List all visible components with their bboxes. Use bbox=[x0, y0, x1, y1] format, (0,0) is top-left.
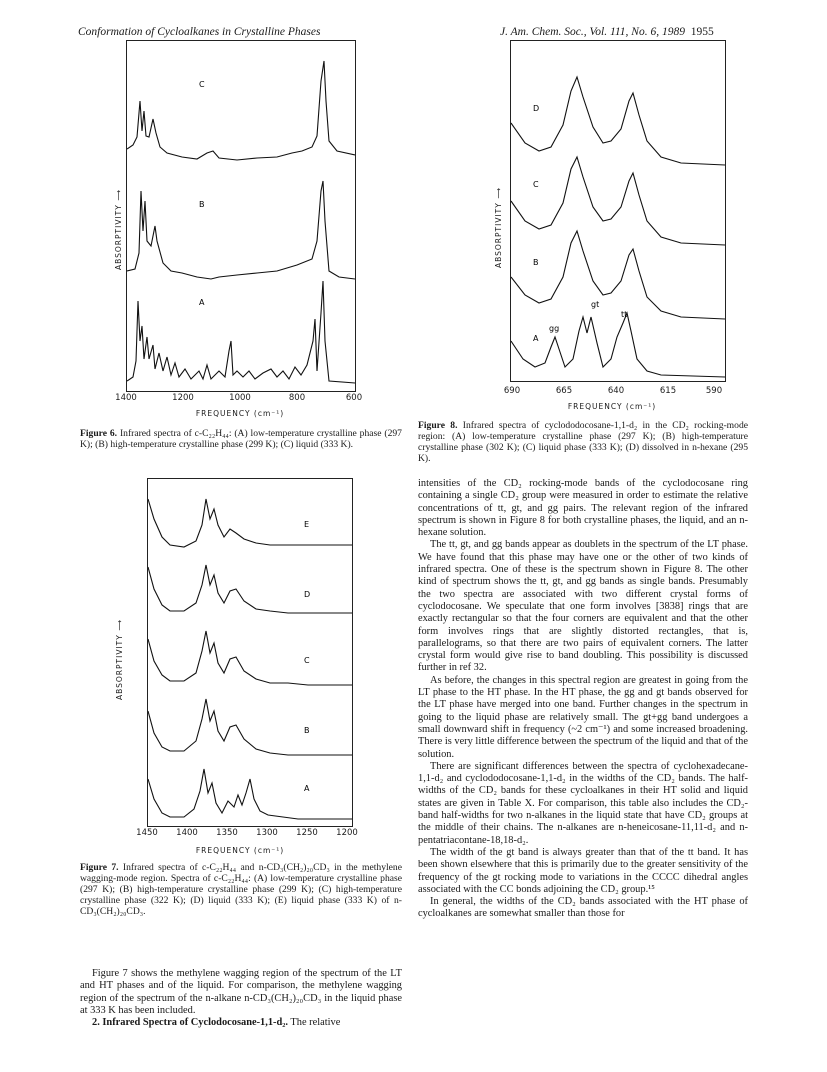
figure6-tick: 1000 bbox=[229, 393, 251, 403]
figure8-ylabel: ABSORPTIVITY ⟶ bbox=[494, 187, 503, 268]
running-header-right bbox=[500, 26, 714, 38]
figure8-curve-c bbox=[511, 157, 725, 245]
figure8-tick: 640 bbox=[607, 386, 625, 396]
figure7-tick: 1350 bbox=[216, 828, 238, 838]
figure8-tick: 690 bbox=[503, 386, 521, 396]
figure8-curve-label-b: B bbox=[533, 258, 539, 267]
figure8-tick: 665 bbox=[555, 386, 573, 396]
figure7-curve-label-b: B bbox=[304, 726, 310, 735]
figure8-panel bbox=[510, 40, 726, 382]
figure8-curve-a bbox=[511, 313, 725, 377]
figure6-xticks bbox=[115, 393, 363, 405]
figure7-curve-label-c: C bbox=[304, 656, 310, 665]
figure6-curve-label-c: C bbox=[199, 80, 205, 89]
figure6-xlabel: FREQUENCY (cm⁻¹) bbox=[195, 409, 285, 418]
figure7-ylabel: ABSORPTIVITY ⟶ bbox=[115, 619, 124, 700]
figure8-tick: 615 bbox=[659, 386, 677, 396]
figure8-xticks bbox=[503, 386, 724, 398]
figure8-spectra bbox=[511, 41, 725, 381]
figure7-tick: 1200 bbox=[336, 828, 358, 838]
running-header-left: Conformation of Cycloalkanes in Crystalline Phases bbox=[78, 26, 321, 38]
figure6-curve-label-b: B bbox=[199, 200, 205, 209]
figure7-curve-b bbox=[148, 699, 352, 755]
figure7-caption-label: Figure 7. bbox=[80, 862, 119, 873]
figure6-ylabel: ABSORPTIVITY ⟶ bbox=[114, 189, 123, 270]
figure6-caption-text: Infrared spectra of c-C₂₂H₄₄: (A) low-temperature crystalline phase (297 K); (B) high-temperature crystalline phase (299 K); (C) liquid (333 K). bbox=[80, 428, 402, 450]
figure7-curve-c bbox=[148, 631, 352, 685]
figure8-curve-label-c: C bbox=[533, 180, 539, 189]
figure7-curve-label-a: A bbox=[304, 784, 310, 793]
figure8-caption-label: Figure 8. bbox=[418, 420, 458, 431]
figure8-tick: 590 bbox=[705, 386, 723, 396]
figure8-caption-text: Infrared spectra of cyclododocosane-1,1-d₂ in the CD₂ rocking-mode region: (A) low-temperature crystalline phase (297 K); (B) high-temperature crystalline phase (302 K); (C) liquid phase (333 K); (D) dissolved in n-hexane (295 K). bbox=[418, 420, 748, 464]
left-column-text bbox=[80, 968, 402, 1029]
figure6-curve-label-a: A bbox=[199, 298, 205, 307]
figure7-curve-d bbox=[148, 565, 352, 613]
figure8-curve-label-a: A bbox=[533, 334, 539, 343]
figure8-curve-b bbox=[511, 231, 725, 319]
figure8-band-label-gg: gg bbox=[549, 324, 560, 333]
right-paragraph-1: intensities of the CD₂ rocking-mode bands of the cyclodocosane ring containing a single CD₂ group were measured in order to estimate the relative concentrations of tt, gt, and gg pairs. The relevant region of the infrared spectrum is shown in Figure 8 for both crystalline phases, the liquid, and an n-hexane solution. bbox=[418, 478, 748, 539]
left-paragraph-1: Figure 7 shows the methylene wagging region of the spectrum of the LT and HT phases and of the liquid. For comparison, the methylene wagging region of the spectrum of the n-alkane n-CD₃(CH₂)₂₀CD₃ in the liquid phase at 333 K has been included. bbox=[80, 968, 402, 1016]
section-heading: 2. Infrared Spectra of Cyclodocosane-1,1-d₂. bbox=[92, 1017, 288, 1029]
figure6-panel bbox=[126, 40, 356, 392]
right-paragraph-6: In general, the widths of the CD₂ bands associated with the HT phase of cycloalkanes are somewhat smaller than those for bbox=[418, 896, 748, 920]
figure8-band-label-tt: tt bbox=[621, 310, 628, 319]
figure7-xticks bbox=[136, 828, 358, 840]
figure6-tick: 600 bbox=[345, 393, 363, 403]
right-paragraph-2: The tt, gt, and gg bands appear as doublets in the spectrum of the LT phase. We have found that this phase may have one or the other of two kinds of infrared spectra. One of these is the spectrum shown in Figure 8. The other kind of spectrum shows the tt, gt, and gg bands as single bands. Presumably the two spectra are associated with two different crystal forms of cyclodocosane. We speculate that one form involves [3838] rings that are exactly rectangular so that the four corners are equivalent and that the other form involves rings that are slightly distorted rectangles, that is, parallelograms, so that there are two pairs of equivalent corners. The latter crystal form would give rise to band doubling. This possibility is discussed further in ref 32. bbox=[418, 539, 748, 674]
figure7-tick: 1450 bbox=[136, 828, 158, 838]
figure7-spectra bbox=[148, 479, 352, 826]
figure6-caption bbox=[80, 428, 402, 450]
figure8-band-label-gt: gt bbox=[591, 300, 600, 309]
figure6-tick: 1200 bbox=[172, 393, 194, 403]
figure7-caption bbox=[80, 862, 402, 917]
figure6-tick: 1400 bbox=[115, 393, 137, 403]
figure6-curve-b bbox=[127, 181, 355, 279]
figure7-tick: 1400 bbox=[176, 828, 198, 838]
figure8-xlabel: FREQUENCY (cm⁻¹) bbox=[567, 402, 657, 411]
figure8-caption bbox=[418, 420, 748, 464]
figure7-curve-e bbox=[148, 499, 352, 547]
journal-citation: J. Am. Chem. Soc., Vol. 111, No. 6, 1989 bbox=[500, 26, 685, 38]
figure6-spectra bbox=[127, 41, 355, 391]
figure6-caption-label: Figure 6. bbox=[80, 428, 118, 439]
figure7-panel bbox=[147, 478, 353, 827]
right-paragraph-4: There are significant differences between the spectra of cyclohexadecane-1,1-d₂ and cyclododocosane-1,1-d₂ in the widths of the CD₂ bands. The half-widths of the CD₂ bands for these cycloalkanes in their HT solid and liquid states are given in Table X. For comparison, this table also includes the CD₂-band half-widths for two n-alkanes in the liquid state that have CD₂ groups at the middle of their chains. The n-alkanes are n-heneicosane-11,11-d₂ and n-pentatriacontane-18,18-d₂. bbox=[418, 760, 748, 846]
page-number: 1955 bbox=[690, 26, 714, 38]
figure6-curve-c bbox=[127, 61, 355, 160]
right-column-text bbox=[418, 478, 748, 921]
right-paragraph-5: The width of the gt band is always greater than that of the tt band. It has been shown elsewhere that this is primarily due to the greater sensitivity of the frequency of the gt rocking mode to variations in the CCCC dihedral angles associated with the CC bonds adjoining the CD₂ group.¹⁵ bbox=[418, 846, 748, 895]
figure7-curve-label-d: D bbox=[304, 590, 311, 599]
figure7-tick: 1250 bbox=[296, 828, 318, 838]
figure8-curve-d bbox=[511, 77, 725, 165]
figure8-curve-label-d: D bbox=[533, 104, 540, 113]
left-paragraph-2: 2. Infrared Spectra of Cyclodocosane-1,1-d₂. The relative bbox=[92, 1017, 341, 1029]
figure7-curve-a bbox=[148, 769, 352, 819]
figure7-tick: 1300 bbox=[256, 828, 278, 838]
figure6-curve-a bbox=[127, 281, 355, 383]
figure7-xlabel: FREQUENCY (cm⁻¹) bbox=[195, 846, 285, 855]
figure7-curve-label-e: E bbox=[304, 520, 310, 529]
figure7-caption-text: Infrared spectra of c-C₂₂H₄₄ and n-CD₃(CH₂)₂₀CD₃ in the methylene wagging-mode region. Spectra of c-C₂₂H₄₄: (A) low-temperature crystalline phase (297 K); (B) high-temperature crystalline phase (299 K); (C) high-temperature crystalline phase (322 K); (D) liquid (333 K); (E) liquid phase (333 K) of n-CD₃(CH₂)₂₀CD₃. bbox=[80, 862, 402, 917]
figure6-tick: 800 bbox=[288, 393, 306, 403]
right-paragraph-3: As before, the changes in this spectral region are greatest in going from the LT phase to the HT phase. In the HT phase, the gg and gt bands observed for the LT phase have merged into one band. Further changes in the spectrum in going to the liquid phase are relatively small. The gt+gg band undergoes a small downward shift in frequency (~2 cm⁻¹) and some increased broadening. There is very little difference between the spectrum of the liquid and that of the solution. bbox=[418, 674, 748, 760]
